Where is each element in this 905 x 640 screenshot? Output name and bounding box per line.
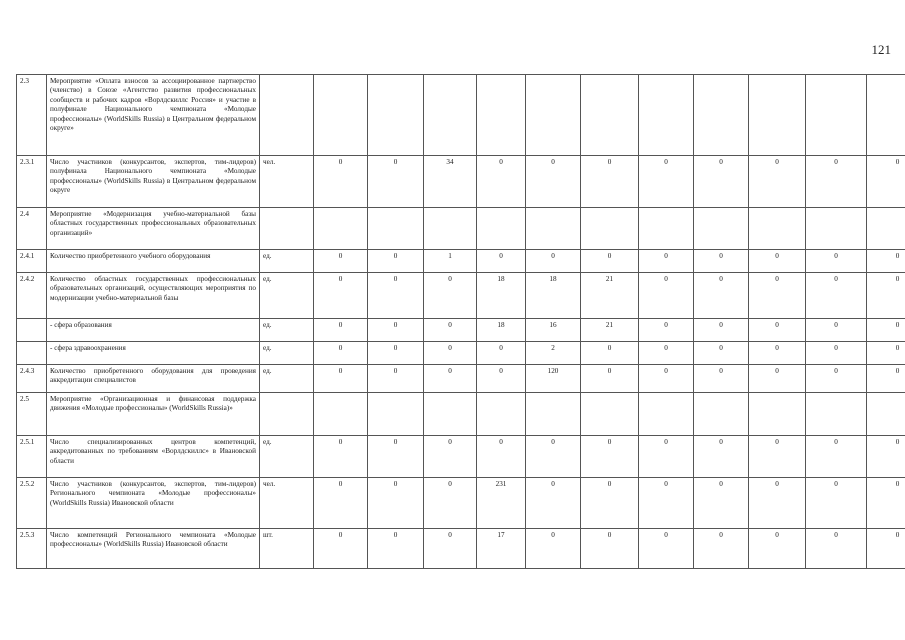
table-row [17,393,905,436]
value-cell: 0 [424,529,477,569]
value-cell: 0 [867,250,905,273]
value-cell [639,393,694,436]
table-body [17,75,905,569]
value-cell: 0 [424,436,477,478]
row-description: Число компетенций Регионального чемпионата «Молодые профессионалы» (WorldSkills Russia) Ивановской области [47,529,260,569]
value-cell: 0 [639,319,694,342]
value-cell: 0 [694,436,749,478]
value-cell: 0 [477,250,526,273]
value-cell: 0 [639,478,694,529]
table-row [17,529,905,569]
value-cell: 120 [526,365,581,393]
value-cell: 0 [867,436,905,478]
value-cell [424,393,477,436]
value-cell: 0 [424,319,477,342]
value-cell: 1 [424,250,477,273]
value-cell [314,75,368,156]
value-cell: 0 [526,436,581,478]
value-cell: 0 [314,273,368,319]
value-cell: 0 [368,156,424,208]
value-cell: 0 [749,342,806,365]
row-description: - сфера образования [47,319,260,342]
value-cell: 0 [806,478,867,529]
value-cell: 0 [314,319,368,342]
value-cell: 0 [806,529,867,569]
value-cell: 0 [806,436,867,478]
value-cell: 0 [477,342,526,365]
row-unit: чел. [260,478,314,529]
table-row [17,365,905,393]
row-unit: ед. [260,250,314,273]
value-cell: 34 [424,156,477,208]
value-cell: 0 [867,156,905,208]
value-cell: 0 [314,436,368,478]
row-description: Мероприятие «Организационная и финансовая поддержка движения «Молодые профессионалы» (WorldSkills Russia)» [47,393,260,436]
row-description: Число участников (конкурсантов, экспертов, тим-лидеров) Регионального чемпионата «Молодые профессионалы» (WorldSkills Russia) Ивановской области [47,478,260,529]
value-cell: 0 [639,365,694,393]
value-cell: 2 [526,342,581,365]
value-cell [749,208,806,250]
value-cell: 0 [581,436,639,478]
table-row [17,273,905,319]
table-row [17,156,905,208]
value-cell [639,75,694,156]
value-cell [867,75,905,156]
value-cell [581,75,639,156]
value-cell: 0 [368,319,424,342]
indicators-table [16,74,905,569]
value-cell: 0 [526,529,581,569]
value-cell [581,393,639,436]
row-description: - сфера здравоохранения [47,342,260,365]
row-unit: ед. [260,273,314,319]
value-cell: 0 [867,319,905,342]
table-row [17,75,905,156]
value-cell: 0 [526,156,581,208]
value-cell: 0 [314,250,368,273]
row-unit: ед. [260,319,314,342]
row-number: 2.3.1 [17,156,47,208]
table-row [17,478,905,529]
value-cell: 0 [526,478,581,529]
value-cell [806,75,867,156]
value-cell: 0 [694,529,749,569]
row-description: Количество приобретенного учебного оборудования [47,250,260,273]
value-cell: 0 [867,529,905,569]
value-cell: 0 [639,156,694,208]
row-description: Количество приобретенного оборудования для проведения аккредитации специалистов [47,365,260,393]
value-cell: 18 [477,319,526,342]
value-cell: 0 [694,365,749,393]
row-description: Мероприятие «Модернизация учебно-материальной базы областных государственных профессиональных образовательных организаций» [47,208,260,250]
value-cell: 0 [694,319,749,342]
value-cell: 0 [639,273,694,319]
value-cell: 16 [526,319,581,342]
value-cell [368,208,424,250]
value-cell [424,208,477,250]
row-unit [260,75,314,156]
value-cell: 0 [368,436,424,478]
value-cell: 18 [526,273,581,319]
value-cell [368,75,424,156]
row-number: 2.4.2 [17,273,47,319]
value-cell: 0 [867,478,905,529]
value-cell: 0 [581,250,639,273]
row-number: 2.3 [17,75,47,156]
value-cell: 0 [749,273,806,319]
value-cell: 0 [368,342,424,365]
row-number: 2.5.2 [17,478,47,529]
value-cell [867,393,905,436]
row-number: 2.5 [17,393,47,436]
value-cell: 0 [368,365,424,393]
row-unit: ед. [260,365,314,393]
value-cell: 0 [749,436,806,478]
value-cell: 0 [424,478,477,529]
value-cell: 0 [749,478,806,529]
value-cell: 0 [694,273,749,319]
value-cell: 0 [581,529,639,569]
table-row [17,319,905,342]
row-number [17,319,47,342]
table-row [17,436,905,478]
value-cell: 0 [749,156,806,208]
value-cell [867,208,905,250]
value-cell: 0 [314,529,368,569]
value-cell [477,393,526,436]
value-cell [806,208,867,250]
value-cell [368,393,424,436]
value-cell: 0 [314,342,368,365]
row-number: 2.5.3 [17,529,47,569]
value-cell: 0 [368,529,424,569]
value-cell: 0 [526,250,581,273]
value-cell: 18 [477,273,526,319]
value-cell [694,208,749,250]
value-cell: 0 [806,250,867,273]
value-cell: 0 [581,156,639,208]
value-cell: 0 [694,250,749,273]
value-cell: 0 [694,156,749,208]
row-description: Число участников (конкурсантов, экспертов, тим-лидеров) полуфинала Национального чемпионата «Молодые профессионалы» (WorldSkills Russia) в Центральном федеральном округе [47,156,260,208]
row-unit: ед. [260,342,314,365]
value-cell: 21 [581,273,639,319]
value-cell: 0 [477,436,526,478]
row-number: 2.4 [17,208,47,250]
row-number: 2.4.3 [17,365,47,393]
value-cell: 0 [806,273,867,319]
value-cell [424,75,477,156]
row-unit: чел. [260,156,314,208]
row-unit: ед. [260,436,314,478]
row-description: Количество областных государственных профессиональных образовательных организаций, осуществляющих мероприятия по модернизации учебно-материальной базы [47,273,260,319]
value-cell: 17 [477,529,526,569]
value-cell: 0 [749,529,806,569]
value-cell [477,75,526,156]
value-cell: 0 [806,156,867,208]
page-number: 121 [871,42,891,57]
value-cell [749,75,806,156]
value-cell: 0 [867,365,905,393]
value-cell: 0 [477,156,526,208]
value-cell: 0 [806,342,867,365]
value-cell [639,208,694,250]
value-cell [694,75,749,156]
row-unit: шт. [260,529,314,569]
value-cell: 0 [424,365,477,393]
value-cell: 0 [581,478,639,529]
value-cell: 0 [867,273,905,319]
value-cell: 0 [314,156,368,208]
value-cell [526,75,581,156]
value-cell: 0 [424,273,477,319]
value-cell [526,393,581,436]
row-number: 2.5.1 [17,436,47,478]
value-cell: 0 [806,319,867,342]
row-unit [260,208,314,250]
value-cell: 0 [368,250,424,273]
row-unit [260,393,314,436]
value-cell: 231 [477,478,526,529]
row-number [17,342,47,365]
value-cell: 0 [639,436,694,478]
value-cell [806,393,867,436]
value-cell: 21 [581,319,639,342]
row-description: Число специализированных центров компетенций, аккредитованных по требованиям «Ворлдскиллс» в Ивановской области [47,436,260,478]
value-cell [477,208,526,250]
value-cell: 0 [368,273,424,319]
table-row [17,208,905,250]
value-cell: 0 [749,319,806,342]
value-cell: 0 [639,342,694,365]
value-cell: 0 [581,365,639,393]
value-cell: 0 [749,365,806,393]
table-row [17,250,905,273]
value-cell: 0 [639,529,694,569]
value-cell: 0 [314,478,368,529]
table-row [17,342,905,365]
row-description: Мероприятие «Оплата взносов за ассоциированное партнерство (членство) в Союзе «Агентство развития профессиональных сообществ и рабочих кадров «Ворлдскиллс Россия» и участие в полуфинале Национального чемпионата «Молодые профессионалы» (WorldSkills Russia) в Центральном федеральном округе» [47,75,260,156]
row-number: 2.4.1 [17,250,47,273]
value-cell: 0 [867,342,905,365]
value-cell: 0 [314,365,368,393]
value-cell [526,208,581,250]
value-cell: 0 [806,365,867,393]
value-cell: 0 [477,365,526,393]
value-cell: 0 [639,250,694,273]
value-cell: 0 [368,478,424,529]
value-cell: 0 [694,478,749,529]
value-cell: 0 [749,250,806,273]
value-cell: 0 [694,342,749,365]
value-cell [694,393,749,436]
value-cell [749,393,806,436]
value-cell: 0 [424,342,477,365]
value-cell [314,208,368,250]
value-cell [581,208,639,250]
value-cell [314,393,368,436]
value-cell: 0 [581,342,639,365]
